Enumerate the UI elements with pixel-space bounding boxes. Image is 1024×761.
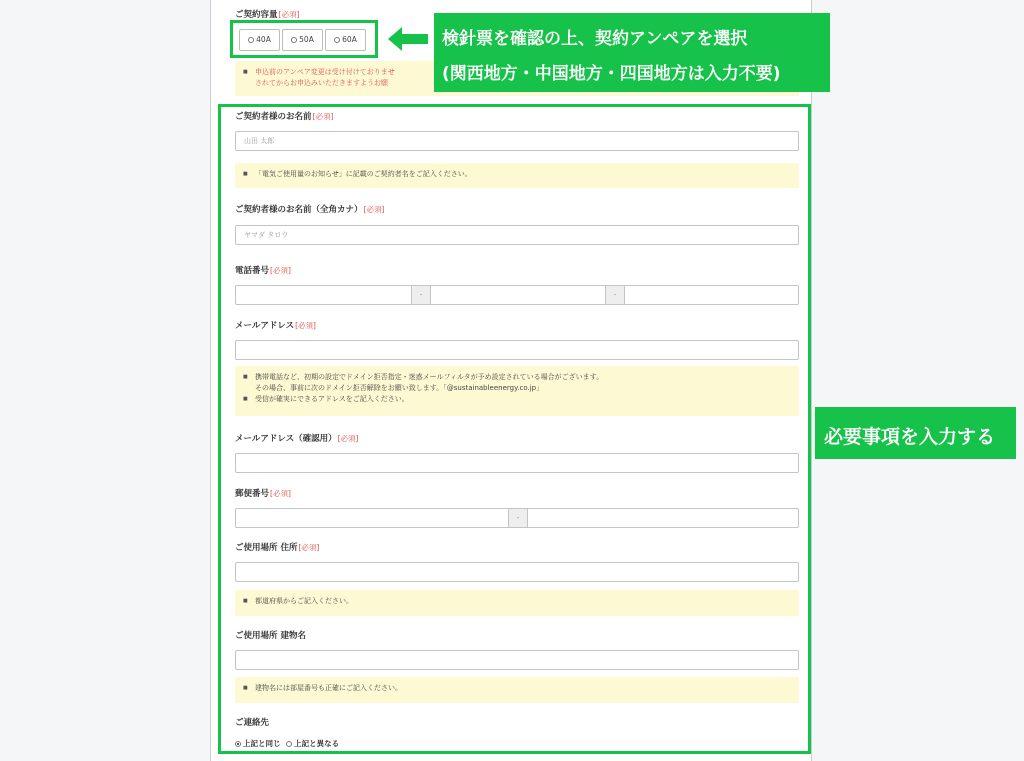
- contact-option-same[interactable]: 上記と同じ: [235, 739, 281, 748]
- phone-separator: -: [605, 286, 625, 304]
- capacity-note: ■ 申込前のアンペア変更は受け付けておりませ されてからお申込みいただきますようお願: [235, 61, 799, 96]
- email-note: ■ 携帯電話など、初期の設定でドメイン拒否指定・迷惑メールフィルタが予め設定されている場合がございます。 その場合、事前に次のドメイン拒否解除をお願い致します。「@sustainableenergy.co.jp」 ■ 受信が確実にできるアドレスをご記入ください。: [235, 366, 799, 416]
- email-confirm-label: メールアドレス（確認用）[必須]: [235, 434, 359, 444]
- left-arrow-icon: [388, 27, 430, 51]
- capacity-highlight-box: [230, 20, 378, 58]
- phone-label: 電話番号[必須]: [235, 266, 291, 276]
- address-note: ■ 都道府県からご記入ください。: [235, 590, 799, 616]
- contract-capacity-label: ご契約容量[必須]: [235, 10, 300, 20]
- name-kana-input[interactable]: ヤマダ タロウ: [235, 225, 799, 245]
- amperage-option-60a[interactable]: 60A: [325, 29, 366, 51]
- building-note: ■ 建物名には部屋番号も正確にご記入ください。: [235, 677, 799, 703]
- address-label: ご使用場所 住所[必須]: [235, 543, 320, 553]
- name-label: ご契約者様のお名前[必須]: [235, 112, 334, 122]
- name-kana-label: ご契約者様のお名前（全角カナ）[必須]: [235, 205, 385, 215]
- amperage-option-50a[interactable]: 50A: [282, 29, 323, 51]
- postal-separator: -: [508, 509, 528, 527]
- required-tag: [必須]: [278, 10, 300, 19]
- postal-label: 郵便番号[必須]: [235, 489, 291, 499]
- name-note: ■ 「電気ご使用量のお知らせ」に記載のご契約者名をご記入ください。: [235, 163, 799, 188]
- email-label: メールアドレス[必須]: [235, 321, 316, 331]
- capacity-callout: 検針票を確認の上、契約アンペアを選択 (関西地方・中国地方・四国地方は入力不要): [434, 13, 830, 92]
- fields-callout: 必要事項を入力する: [815, 407, 1016, 459]
- contact-label: ご連絡先: [235, 718, 270, 728]
- phone-separator: -: [411, 286, 431, 304]
- amperage-option-40a[interactable]: 40A: [239, 29, 280, 51]
- contact-option-different[interactable]: 上記と異なる: [286, 739, 339, 748]
- required-fields-highlight-box: [218, 104, 811, 754]
- name-input[interactable]: 山田 太郎: [235, 131, 799, 151]
- building-label: ご使用場所 建物名: [235, 631, 306, 641]
